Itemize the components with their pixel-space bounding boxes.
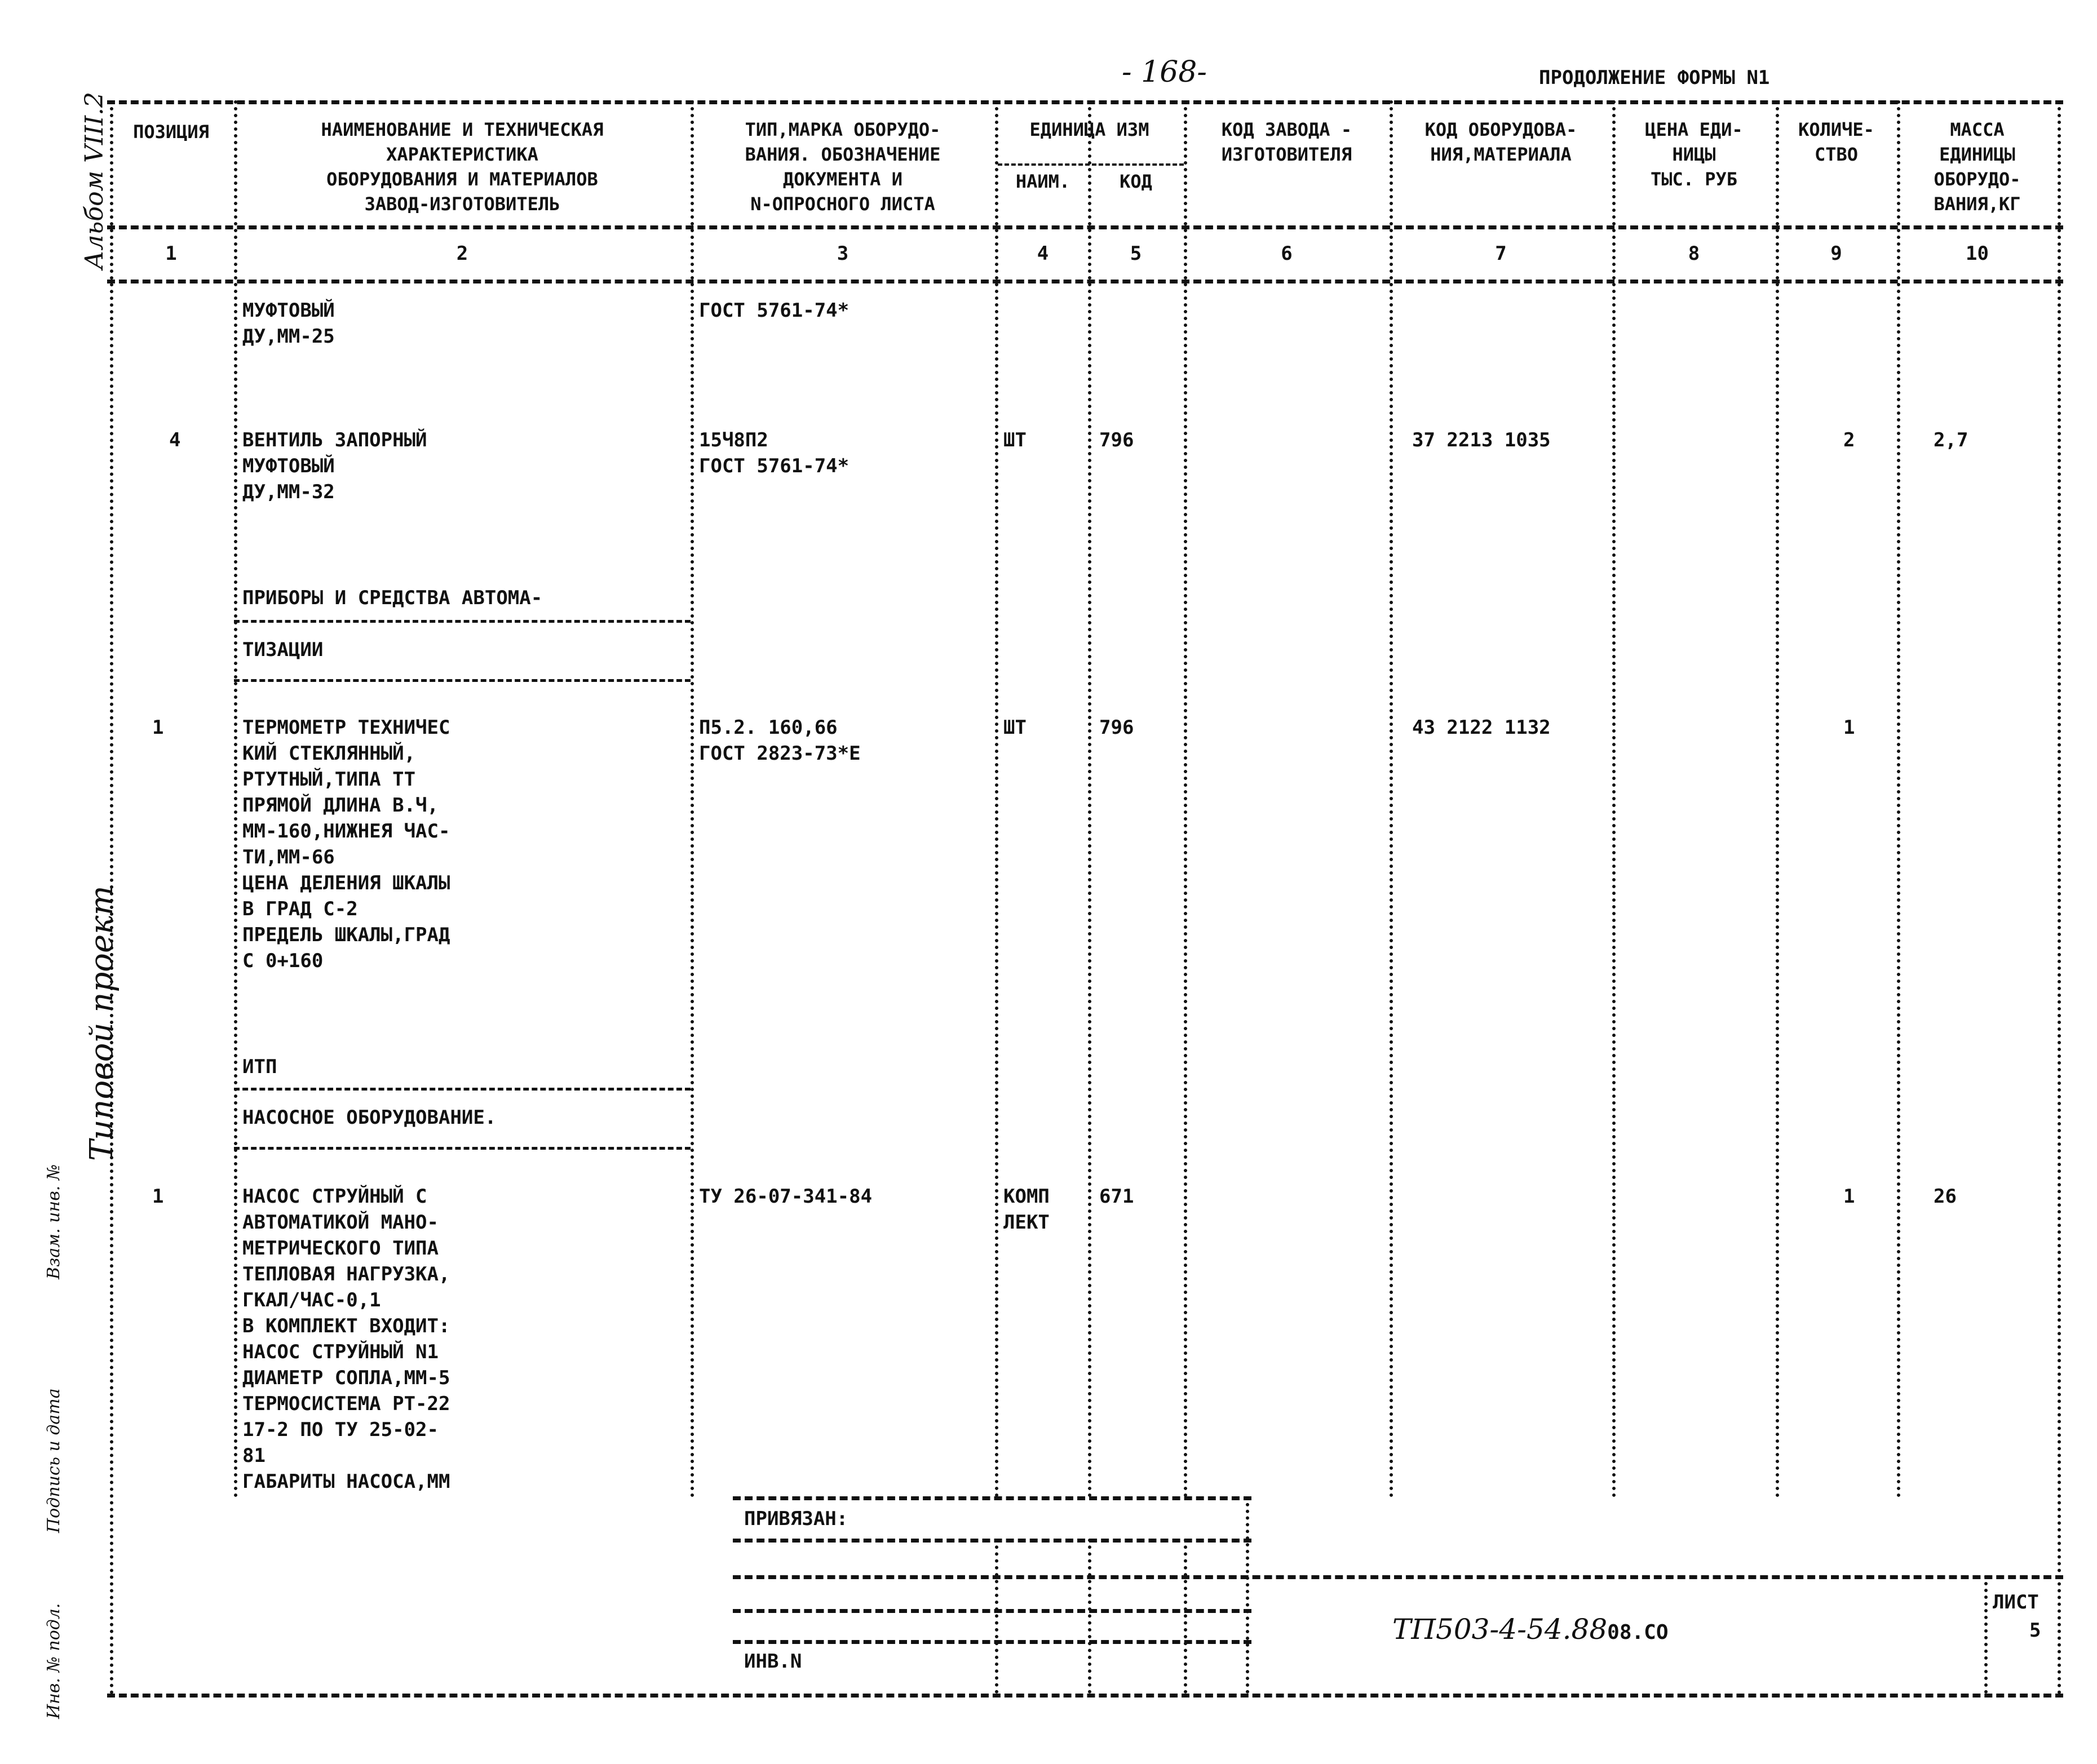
colnum-9: 9 [1830, 242, 1842, 265]
stamp-col-d [1246, 1496, 1249, 1694]
header-quantity: КОЛИЧЕ- СТВО [1798, 119, 1874, 165]
header-position: ПОЗИЦИЯ [133, 121, 209, 143]
header-type: ТИП,МАРКА ОБОРУДО- ВАНИЯ. ОБОЗНАЧЕНИЕ ДОКУМЕНТА И N-ОПРОСНОГО ЛИСТА [745, 119, 941, 215]
row2-unit: ШТ [1003, 429, 1027, 451]
row1-type: ГОСТ 5761-74* [699, 299, 850, 322]
inv-label: Инв. № подл. [44, 1603, 64, 1719]
section-automation-title: ПРИБОРЫ И СРЕДСТВА АВТОМА- [242, 587, 543, 609]
row3-unit: ШТ [1003, 716, 1027, 739]
colnum-4: 4 [1037, 242, 1049, 265]
stamp-privyazan: ПРИВЯЗАН: [744, 1508, 848, 1530]
stamp-col-a [995, 1539, 998, 1694]
section-automation-title-2: ТИЗАЦИИ [242, 639, 324, 661]
table-top-line [107, 100, 2063, 104]
row1-name: МУФТОВЫЙ ДУ,ММ-25 [242, 299, 335, 348]
col-line-8 [1776, 100, 1779, 1498]
col-line-5 [1184, 100, 1187, 1498]
colnum-3: 3 [837, 242, 849, 265]
stamp-document-code [1392, 1613, 1669, 1646]
header-name: НАИМЕНОВАНИЕ И ТЕХНИЧЕСКАЯ ХАРАКТЕРИСТИКА ОБОРУДОВАНИЯ И МАТЕРИАЛОВ ЗАВОД-ИЗГОТОВИТЕЛЬ [321, 119, 604, 215]
row2-type: 15Ч8П2 ГОСТ 5761-74* [699, 429, 850, 477]
colnum-7: 7 [1495, 242, 1507, 265]
row4-type: ТУ 26-07-341-84 [699, 1185, 873, 1208]
project-label: Типовой проект [83, 885, 120, 1161]
colnum-5: 5 [1130, 242, 1142, 265]
row3-type: П5.2. 160,66 ГОСТ 2823-73*Е [699, 716, 861, 765]
stamp-line-5 [733, 1640, 1251, 1644]
row4-unit: КОМП ЛЕКТ [1003, 1185, 1050, 1234]
row4-code: 671 [1099, 1185, 1134, 1208]
stamp-col-c [1184, 1539, 1187, 1694]
swap-label: Взам. инв. № [44, 1164, 64, 1279]
album-label: Альбом VIII.2 [80, 91, 109, 269]
document-code-suffix: 08.СО [1607, 1621, 1669, 1644]
unit-subheader-line [998, 163, 1184, 166]
stamp-col-e [1984, 1575, 1988, 1694]
col-line-6 [1390, 100, 1393, 1498]
stamp-top-line [733, 1496, 1251, 1500]
col-line-right [2058, 100, 2061, 1695]
sign-label: Подпись и дата [44, 1388, 64, 1533]
row2-position: 4 [169, 429, 181, 451]
stamp-line-4 [733, 1609, 1251, 1613]
header-bottom-line [107, 225, 2063, 229]
stamp-inv-n: ИНВ.N [744, 1650, 802, 1673]
row2-mass: 2,7 [1934, 429, 1968, 451]
header-unit: ЕДИНИЦА ИЗМ [1029, 119, 1149, 140]
section-pump-title: НАСОСНОЕ ОБОРУДОВАНИЕ. [242, 1106, 497, 1129]
col-line-4 [1088, 100, 1091, 1498]
col-line-3 [995, 100, 998, 1498]
row3-code: 796 [1099, 716, 1134, 739]
colnum-10: 10 [1966, 242, 1989, 265]
col-line-2 [691, 100, 694, 1498]
section-itp-label: ИТП [242, 1056, 277, 1078]
colnum-6: 6 [1281, 242, 1293, 265]
colnum-1: 1 [165, 242, 177, 265]
col-line-left [110, 100, 113, 1695]
row2-code: 796 [1099, 429, 1134, 451]
stamp-line-3 [733, 1575, 2063, 1579]
table-bottom-line [107, 1694, 2063, 1697]
header-unit-code: КОД [1120, 171, 1152, 192]
row3-name: ТЕРМОМЕТР ТЕХНИЧЕС КИЙ СТЕКЛЯННЫЙ, РТУТНЫЙ,ТИПА ТТ ПРЯМОЙ ДЛИНА В.Ч, ММ-160,НИЖНЕЯ ЧАС- ТИ,ММ-66 ЦЕНА ДЕЛЕНИЯ ШКАЛЫ В ГРАД С-2 ПРЕДЕЛЬ ШКАЛЫ,ГРАД С 0+160 [242, 716, 450, 972]
stamp-line-2 [733, 1539, 1251, 1543]
stamp-list-label: ЛИСТ [1993, 1591, 2039, 1614]
header-unit-name: НАИМ. [1015, 171, 1070, 192]
col-line-7 [1612, 100, 1616, 1498]
row4-name: НАСОС СТРУЙНЫЙ С АВТОМАТИКОЙ МАНО- МЕТРИЧЕСКОГО ТИПА ТЕПЛОВАЯ НАГРУЗКА, ГКАЛ/ЧАС-0,1 В КОМПЛЕКТ ВХОДИТ: НАСОС СТРУЙНЫЙ N1 ДИАМЕТР СОПЛА,ММ-5 ТЕРМОСИСТЕМА РТ-22 17-2 ПО ТУ 25-02- 81 ГАБАРИТЫ НАСОСА,ММ [242, 1185, 450, 1493]
col-line-1 [234, 100, 237, 1498]
colnum-2: 2 [456, 242, 468, 265]
row2-equipment-code: 37 2213 1035 [1412, 429, 1551, 451]
header-factory-code: КОД ЗАВОДА - ИЗГОТОВИТЕЛЯ [1221, 119, 1352, 165]
row3-position: 1 [152, 716, 164, 739]
row4-mass: 26 [1934, 1185, 1957, 1208]
header-equipment-code: КОД ОБОРУДОВА- НИЯ,МАТЕРИАЛА [1424, 119, 1577, 165]
colnum-8: 8 [1688, 242, 1700, 265]
stamp-col-b [1088, 1539, 1091, 1694]
row4-position: 1 [152, 1185, 164, 1208]
row2-name: ВЕНТИЛЬ ЗАПОРНЫЙ МУФТОВЫЙ ДУ,ММ-32 [242, 429, 427, 503]
row2-quantity: 2 [1843, 429, 1855, 451]
row4-quantity: 1 [1843, 1185, 1855, 1208]
row3-equipment-code: 43 2122 1132 [1412, 716, 1551, 739]
colnum-bottom-line [107, 280, 2063, 283]
stamp-list-value: 5 [2029, 1619, 2041, 1642]
continuation-title: ПРОДОЛЖЕНИЕ ФОРМЫ N1 [1539, 67, 1770, 89]
header-price: ЦЕНА ЕДИ- НИЦЫ ТЫС. РУБ [1645, 119, 1743, 190]
document-code-handwritten: ТП503-4-54.88 [1392, 1613, 1608, 1646]
page-number: - 168- [1122, 55, 1207, 89]
row3-quantity: 1 [1843, 716, 1855, 739]
col-line-9 [1897, 100, 1900, 1498]
header-mass: МАССА ЕДИНИЦЫ ОБОРУДО- ВАНИЯ,КГ [1934, 119, 2021, 215]
